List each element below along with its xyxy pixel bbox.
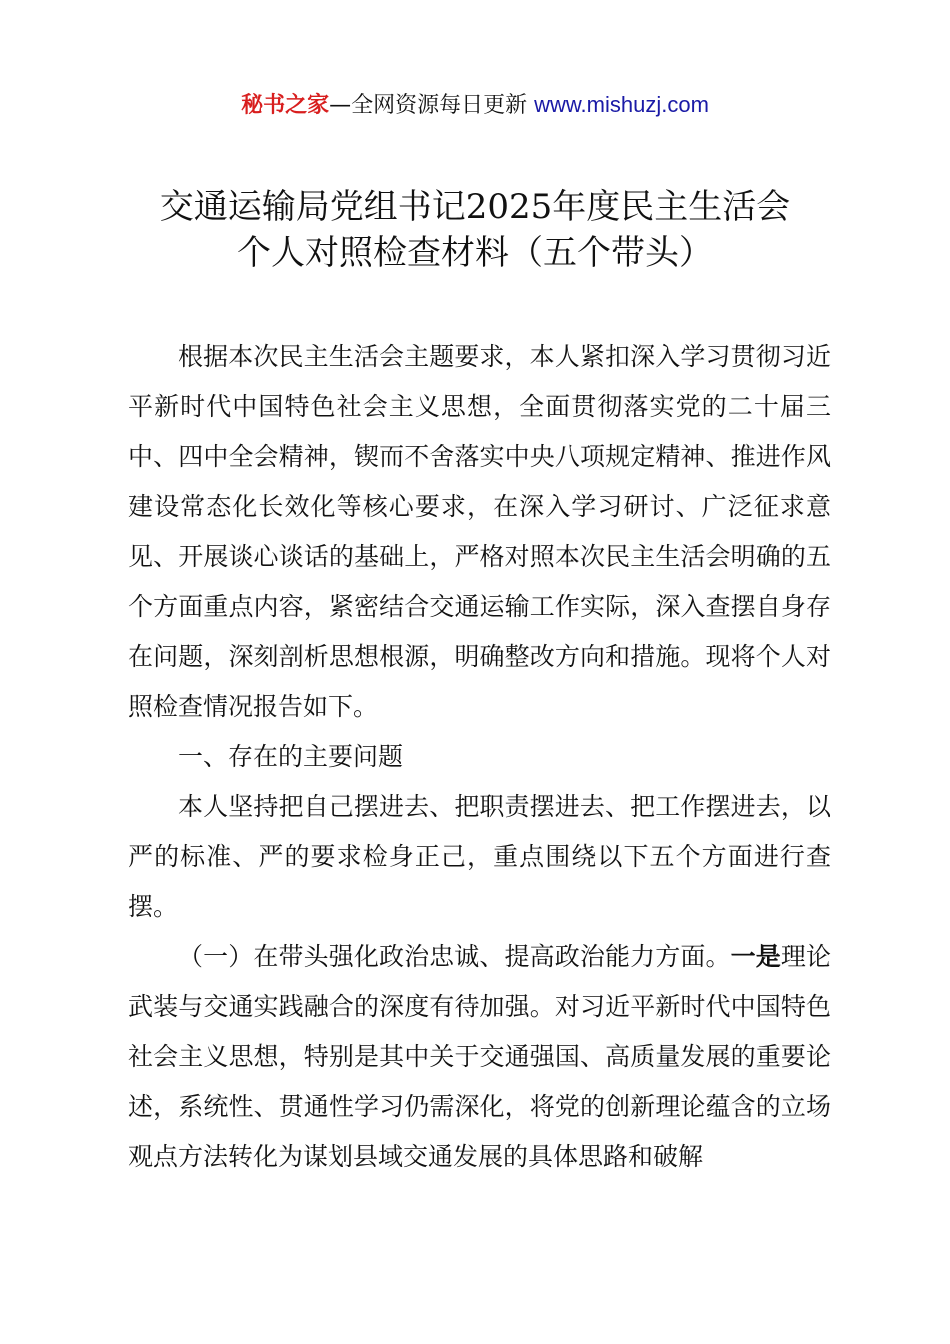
subsection-paragraph [128, 932, 831, 1182]
site-url-link[interactable]: www.mishuzj.com [534, 92, 709, 117]
brand-name: 秘书之家 [241, 93, 330, 118]
document-body [128, 332, 831, 1182]
title-line-2: 个人对照检查材料（五个带头） [237, 233, 713, 273]
header-slogan: —全网资源每日更新 [329, 93, 535, 118]
intro-paragraph: 根据本次民主生活会主题要求，本人紧扣深入学习贯彻习近平新时代中国特色社会主义思想，全面贯彻落实党的二十届三中、四中全会精神，锲而不舍落实中央八项规定精神、推进作风建设常态化长效化等核心要求，在深入学习研讨、广泛征求意见、开展谈心谈话的基础上，严格对照本次民主生活会明确的五个方面重点内容，紧密结合交通运输工作实际，深入查摆自身存在问题，深刻剖析思想根源，明确整改方向和措施。现将个人对照检查情况报告如下。 [128, 342, 831, 721]
title-line-1: 交通运输局党组书记2025年度民主生活会 [159, 187, 791, 227]
subsection-lead: （一）在带头强化政治忠诚、提高政治能力方面。 [178, 942, 731, 971]
point-one-label: 一是 [730, 942, 781, 971]
section-heading: 一、存在的主要问题 [178, 742, 404, 771]
header-banner [0, 88, 950, 123]
section-intro-paragraph: 本人坚持把自己摆进去、把职责摆进去、把工作摆进去，以严的标准、严的要求检身正己，重点围绕以下五个方面进行查摆。 [128, 792, 831, 921]
point-one-text: 理论武装与交通实践融合的深度有待加强。对习近平新时代中国特色社会主义思想，特别是其中关于交通强国、高质量发展的重要论述，系统性、贯通性学习仍需深化，将党的创新理论蕴含的立场观点方法转化为谋划县域交通发展的具体思路和破解 [128, 942, 831, 1171]
document-title [0, 184, 950, 276]
